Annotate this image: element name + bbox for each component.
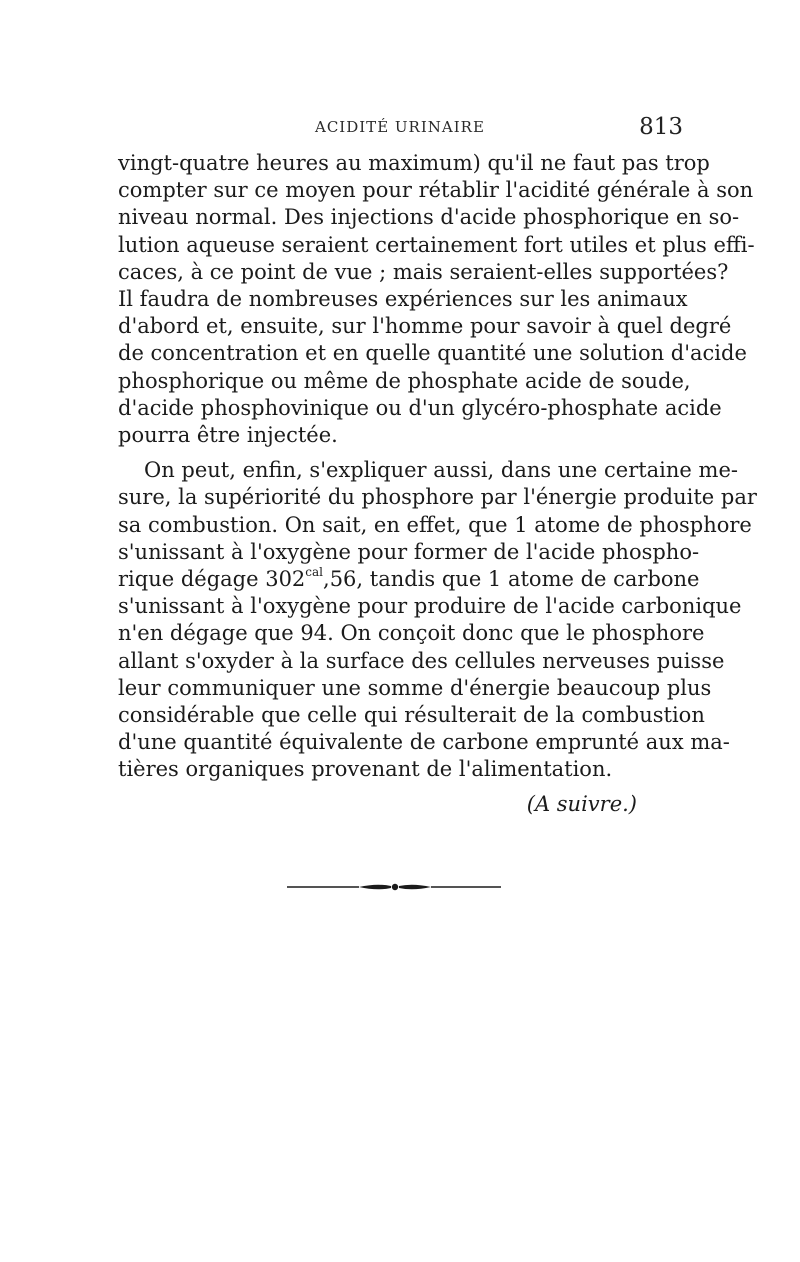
text-line: d'une quantité équivalente de carbone emprunté aux ma-: [118, 730, 730, 755]
text-line: d'abord et, ensuite, sur l'homme pour savoir à quel degré: [118, 314, 732, 339]
text-line: Il faudra de nombreuses expériences sur les animaux: [118, 287, 688, 312]
page-header: [118, 114, 683, 142]
ornament-center-dot: [392, 884, 398, 890]
line-text-after: ,56, tandis que 1 atome de carbone: [323, 567, 700, 592]
text-line: d'acide phosphovinique ou d'un glycéro-phosphate acide: [118, 395, 722, 420]
paragraph-2: [118, 457, 757, 783]
text-line: On peut, enfin, s'expliquer aussi, dans une certaine me-: [144, 458, 738, 483]
ornament-left-swell: [359, 885, 391, 890]
text-line: phosphorique ou même de phosphate acide de soude,: [118, 368, 691, 393]
text-line: niveau normal. Des injections d'acide phosphorique en so-: [118, 205, 740, 230]
text-line: pourra être injectée.: [118, 423, 338, 448]
text-line: tières organiques provenant de l'alimentation.: [118, 757, 613, 782]
text-line: s'unissant à l'oxygène pour produire de l'acide carbonique: [118, 594, 742, 619]
text-line: allant s'oxyder à la surface des cellules nerveuses puisse: [118, 648, 725, 673]
text-line: n'en dégage que 94. On conçoit donc que le phosphore: [118, 621, 705, 646]
ornament-right-swell: [399, 885, 431, 890]
text-line: de concentration et en quelle quantité une solution d'acide: [118, 341, 747, 366]
text-line: vingt-quatre heures au maximum) qu'il ne faut pas trop: [118, 151, 710, 175]
text-line: s'unissant à l'oxygène pour former de l'acide phospho-: [118, 539, 700, 564]
superscript-unit: cal: [305, 565, 324, 580]
text-line: sure, la supériorité du phosphore par l'énergie produite par: [118, 485, 757, 510]
text-line: leur communiquer une somme d'énergie beaucoup plus: [118, 675, 712, 700]
paragraph-1: [118, 150, 755, 449]
tail-ornament: [287, 878, 501, 896]
text-line-with-superscript: [118, 565, 700, 593]
continuation-note: (A suivre.): [526, 792, 637, 816]
text-line: compter sur ce moyen pour rétablir l'acidité générale à son: [118, 178, 754, 203]
text-line: considérable que celle qui résulterait de la combustion: [118, 703, 705, 728]
page-number: 813: [639, 114, 683, 140]
text-line: caces, à ce point de vue ; mais seraient-elles supportées?: [118, 259, 729, 284]
body-text: [118, 150, 757, 784]
paragraph-spacer: [118, 449, 683, 457]
text-line: sa combustion. On sait, en effet, que 1 atome de phosphore: [118, 512, 752, 537]
text-line: lution aqueuse seraient certainement fort utiles et plus effi-: [118, 232, 755, 257]
line-text-before: rique dégage 302: [118, 567, 306, 592]
running-title: ACIDITÉ URINAIRE: [315, 118, 485, 136]
